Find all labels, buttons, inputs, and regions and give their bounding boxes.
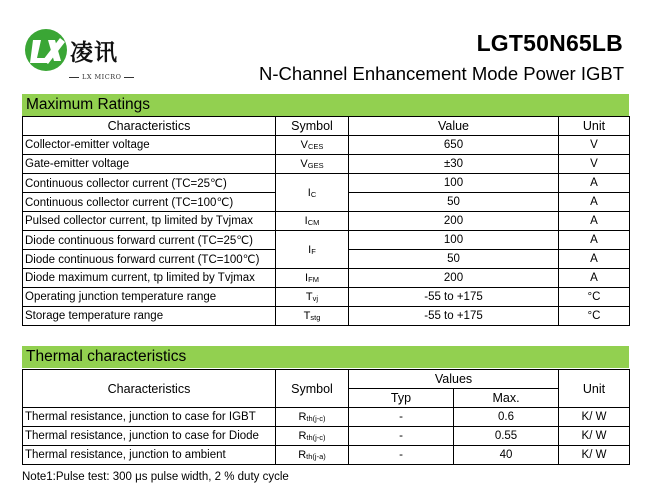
unit-cell: V bbox=[559, 155, 630, 174]
typ-cell: - bbox=[349, 408, 454, 427]
typ-cell: - bbox=[349, 427, 454, 446]
value-cell: 100 bbox=[349, 174, 559, 193]
value-cell: 50 bbox=[349, 193, 559, 212]
header-characteristics: Characteristics bbox=[23, 370, 276, 408]
table-row bbox=[23, 212, 630, 231]
symbol-cell: $I_{FM}$ bbox=[276, 269, 349, 288]
table-row bbox=[23, 427, 630, 446]
unit-cell: K/ W bbox=[559, 408, 630, 427]
max-ratings-title: Maximum Ratings bbox=[22, 94, 629, 116]
header-max: Max. bbox=[454, 389, 559, 408]
table-row bbox=[23, 155, 630, 174]
symbol-cell: $R_{th(j-a)}$ bbox=[276, 446, 349, 465]
characteristic-cell: Gate-emitter voltage bbox=[23, 155, 276, 174]
company-logo bbox=[24, 28, 144, 86]
characteristic-cell: Continuous collector current (TC=100℃) bbox=[23, 193, 276, 212]
characteristic-cell: Continuous collector current (TC=25℃) bbox=[23, 174, 276, 193]
unit-cell: A bbox=[559, 269, 630, 288]
table-row bbox=[23, 231, 630, 250]
thermal-table bbox=[22, 369, 630, 465]
header-unit: Unit bbox=[559, 370, 630, 408]
symbol-cell: $I_C$ bbox=[276, 174, 349, 212]
unit-cell: A bbox=[559, 212, 630, 231]
symbol-cell: $I_F$ bbox=[276, 231, 349, 269]
characteristic-cell: Thermal resistance, junction to case for IGBT bbox=[23, 408, 276, 427]
thermal-title: Thermal characteristics bbox=[22, 346, 629, 368]
unit-cell: A bbox=[559, 174, 630, 193]
table-row bbox=[23, 408, 630, 427]
table-row bbox=[23, 174, 630, 193]
max-ratings-table bbox=[22, 116, 630, 326]
header-symbol: Symbol bbox=[276, 370, 349, 408]
characteristic-cell: Diode maximum current, tp limited by Tvjmax bbox=[23, 269, 276, 288]
max-cell: 0.6 bbox=[454, 408, 559, 427]
value-cell: 200 bbox=[349, 212, 559, 231]
logo-chinese-text: 凌讯 bbox=[70, 39, 118, 66]
header-unit: Unit bbox=[559, 117, 630, 136]
value-cell: 100 bbox=[349, 231, 559, 250]
table-header-row bbox=[23, 370, 630, 389]
value-cell: ±30 bbox=[349, 155, 559, 174]
max-cell: 0.55 bbox=[454, 427, 559, 446]
header-value: Value bbox=[349, 117, 559, 136]
lx-logo-icon bbox=[24, 28, 68, 72]
table-row bbox=[23, 269, 630, 288]
unit-cell: K/ W bbox=[559, 427, 630, 446]
symbol-cell: $I_{CM}$ bbox=[276, 212, 349, 231]
value-cell: 50 bbox=[349, 250, 559, 269]
footnote: Note1:Pulse test: 300 μs pulse width, 2 % duty cycle bbox=[22, 471, 289, 483]
table-row bbox=[23, 136, 630, 155]
value-cell: -55 to +175 bbox=[349, 288, 559, 307]
logo-english-text: LX MICRO bbox=[66, 73, 137, 81]
characteristic-cell: Storage temperature range bbox=[23, 307, 276, 326]
characteristic-cell: Operating junction temperature range bbox=[23, 288, 276, 307]
header-typ: Typ bbox=[349, 389, 454, 408]
symbol-cell: $V_{CES}$ bbox=[276, 136, 349, 155]
value-cell: 650 bbox=[349, 136, 559, 155]
symbol-cell: $R_{th(j-c)}$ bbox=[276, 408, 349, 427]
table-row bbox=[23, 307, 630, 326]
unit-cell: K/ W bbox=[559, 446, 630, 465]
max-cell: 40 bbox=[454, 446, 559, 465]
table-row bbox=[23, 288, 630, 307]
header-values: Values bbox=[349, 370, 559, 389]
part-number: LGT50N65LB bbox=[476, 30, 623, 56]
typ-cell: - bbox=[349, 446, 454, 465]
value-cell: 200 bbox=[349, 269, 559, 288]
table-row bbox=[23, 446, 630, 465]
unit-cell: A bbox=[559, 250, 630, 269]
symbol-cell: $T_{stg}$ bbox=[276, 307, 349, 326]
unit-cell: °C bbox=[559, 288, 630, 307]
symbol-cell: $T_{vj}$ bbox=[276, 288, 349, 307]
device-description: N-Channel Enhancement Mode Power IGBT bbox=[258, 63, 624, 84]
characteristic-cell: Diode continuous forward current (TC=100℃) bbox=[23, 250, 276, 269]
unit-cell: °C bbox=[559, 307, 630, 326]
unit-cell: A bbox=[559, 231, 630, 250]
value-cell: -55 to +175 bbox=[349, 307, 559, 326]
characteristic-cell: Thermal resistance, junction to ambient bbox=[23, 446, 276, 465]
symbol-cell: $V_{GES}$ bbox=[276, 155, 349, 174]
symbol-cell: $R_{th(j-c)}$ bbox=[276, 427, 349, 446]
characteristic-cell: Thermal resistance, junction to case for Diode bbox=[23, 427, 276, 446]
unit-cell: V bbox=[559, 136, 630, 155]
header-characteristics: Characteristics bbox=[23, 117, 276, 136]
header-symbol: Symbol bbox=[276, 117, 349, 136]
characteristic-cell: Diode continuous forward current (TC=25℃) bbox=[23, 231, 276, 250]
characteristic-cell: Collector-emitter voltage bbox=[23, 136, 276, 155]
characteristic-cell: Pulsed collector current, tp limited by Tvjmax bbox=[23, 212, 276, 231]
unit-cell: A bbox=[559, 193, 630, 212]
table-header-row bbox=[23, 117, 630, 136]
